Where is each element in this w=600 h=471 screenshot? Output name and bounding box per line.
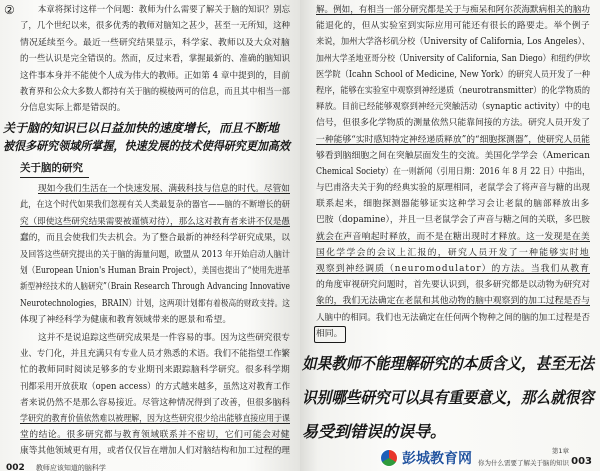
body-paragraph bbox=[316, 2, 590, 342]
handwritten-line: 易受到错误的误导。 bbox=[302, 422, 447, 441]
watermark-text: 彭城教育网 bbox=[402, 451, 472, 467]
body-line: 国化学学会的会议上汇报的，研究人员开发了一种能够实时地 bbox=[316, 247, 590, 258]
watermark-logo bbox=[380, 448, 472, 468]
body-line: 一种能够“实时感知特定神经递质释放”的“细胞探测器”，使研究人员能 bbox=[316, 134, 590, 145]
intro-line: 了，几个世纪以来，很多优秀的教师对脑知之甚少，甚至一无所知，这种 bbox=[20, 21, 290, 32]
body-line: 巴胺（dopamine），并且一旦老鼠学会了声音与糖之间的关联，多巴胺 bbox=[316, 215, 590, 226]
access-line: 堂的结论。很多研究都与教育领域联系并不密切，它们可能会对健 bbox=[20, 430, 290, 441]
intro-line: 这件事本身并不能使个人成为伟大的教师。正如第 4 章中提到的，目前 bbox=[20, 70, 290, 81]
body-line: 观察到神经调质（neuromodulator）的方法。当我们从教育 bbox=[316, 264, 590, 274]
section-heading: 关于脑的研究 bbox=[20, 159, 89, 178]
intro-line: 分信息实际上都是错误的。 bbox=[20, 103, 126, 114]
research-line: Neurotechnologies，BRAIN）计划，这两项计划都有着极高的财政支持。这 bbox=[20, 298, 290, 309]
body-line: 的角度审视研究问题时，首先要认识到，很多研究都是以动物为研究对 bbox=[316, 280, 590, 291]
access-line: 学研究的教育价值依然难以被理解，因为这些研究很少给出能够直接应用于课 bbox=[20, 413, 290, 424]
handwritten-line: 被很多研究领域所掌握，快速发展的技术使得研究更加高效 bbox=[3, 139, 290, 153]
access-line: 这并不是说追踪这些研究成果是一件容易的事。因为这些研究很专 bbox=[38, 333, 290, 343]
body-line: 就会在声音响起时释放，而不是在糖出现时才释放。这一发现是在美 bbox=[316, 231, 590, 242]
body-line: 相同。 bbox=[316, 328, 343, 339]
handwritten-note bbox=[3, 119, 290, 155]
research-line: 体现了神经科学为健康和教育领域带来的愿景和希望。 bbox=[20, 315, 232, 326]
body-line: 释放。目前已经能够观察到神经元突触活动（synaptic activity）中的电 bbox=[316, 102, 590, 113]
handwritten-line: 识别哪些研究可以具有重要意义，那么就很容 bbox=[302, 388, 594, 407]
page-number: 002 bbox=[6, 463, 25, 471]
access-line: 者来说仍然不是那么容易接近。尽管这种情况得到了改善，但很多脑科 bbox=[20, 397, 290, 408]
body-line: 联系起来，细胞探测器能够证实这种学习会让老鼠的脑部释放出多 bbox=[316, 199, 590, 210]
page-footer bbox=[6, 459, 106, 471]
body-line: Chemical Society）在一则新闻（引用日期：2016 年 8 月 22 日）中指出， bbox=[316, 166, 590, 177]
research-line: 此，在这个时代如果我们忽视有关人类最复杂的器官——脑的不断增长的研 bbox=[20, 200, 290, 211]
body-line: 象的，我们无法确定在老鼠和其他动物的脑中观察到的加工过程是否与 bbox=[316, 296, 590, 307]
research-line: 现如今我们生活在一个快速发展、满载科技与信息的时代。尽管如 bbox=[38, 184, 290, 194]
body-line: 够看到脑细胞之间在突触层面发生的交流。美国化学学会（American bbox=[316, 150, 590, 161]
access-paragraph bbox=[20, 330, 290, 460]
handwritten-note bbox=[302, 347, 594, 449]
intro-line: 的一些认识是完全错误的。然而，反过来看，掌握最新的、准确的脑知识 bbox=[20, 54, 290, 65]
body-line: 医学院（Icahn School of Medicine, New York）的研究人员开发了一种 bbox=[316, 69, 590, 80]
body-line: 加州大学圣地亚哥分校（University of California, San Diego）和纽约伊坎 bbox=[316, 53, 590, 64]
access-line: 康等其他领域更有用，或者仅仅旨在增加人们对脑结构和加工过程的理 bbox=[20, 446, 290, 457]
body-line: 解。例如，有相当一部分研究都是关于与痴呆和阿尔茨海默病相关的脑功 bbox=[316, 5, 590, 15]
handwritten-line: 如果教师不能理解研究的本质含义，甚至无法 bbox=[302, 354, 594, 373]
intro-paragraph bbox=[20, 2, 290, 117]
research-line: 究（即使这些研究结果需要被谨慎对待），那么这对教育者来讲不仅是愚 bbox=[20, 216, 290, 227]
access-line: 业、专门化，并且充满只有专业人员才熟悉的术语。我们不能指望工作繁 bbox=[20, 349, 290, 360]
margin-mark: ② bbox=[4, 3, 15, 17]
intro-line: 情况延续至今。最近一些研究结果显示，科学家、教师以及大众对脑 bbox=[20, 37, 290, 48]
body-line: 来说，加州大学洛杉矶分校（University of California, Los Angeles）、 bbox=[316, 37, 590, 48]
book-title: 教师应该知道的脑科学 bbox=[35, 464, 106, 471]
intro-line: 教育界和公众大多数人都持有关于脑的模棱两可的信息，而且其中相当一部 bbox=[20, 86, 290, 97]
intro-line: 本章将探讨这样一个问题：教师为什么需要了解关于脑的知识？别忘 bbox=[38, 5, 290, 15]
body-line: 与巴甫洛夫关于狗的经典实验的原理相同，老鼠学会了将声音与糖的出现 bbox=[316, 183, 590, 194]
chapter-title: 你为什么需要了解关于脑的知识 bbox=[478, 459, 569, 467]
chapter-label: 第1章 bbox=[551, 447, 569, 455]
body-line: 程序，能够在实验室中观察到神经递质（neurotransmitter）的化学物质的 bbox=[316, 85, 590, 96]
research-paragraph bbox=[20, 181, 290, 329]
logo-icon bbox=[380, 449, 398, 467]
research-line: 划（European Union's Human Brain Project），美国也提出了“使用先进革 bbox=[20, 265, 290, 276]
access-line: 刊都采用开放获取（open access）的方式越来越多，虽然这对教育工作 bbox=[20, 381, 290, 392]
pen-box-mark bbox=[314, 326, 346, 343]
research-line: 新型神经技术的人脑研究”（Brain Research Through Advancing Innovative bbox=[20, 282, 290, 293]
body-line: 信号，但很多化学物质的测量依然只能靠间接的方法。研究人员开发了 bbox=[316, 118, 590, 129]
research-line: 蠢的，而且会使我们失去机会。为了整合最新的神经科学研究成果，以 bbox=[20, 233, 290, 244]
body-line: 能退化的，但从实验室到实际应用可能还有很长的路要走。举个例子 bbox=[316, 21, 590, 32]
page-number: 003 bbox=[571, 456, 592, 467]
handwritten-line: 关于脑的知识已以日益加快的速度增长，而且不断地 bbox=[3, 121, 280, 135]
research-line: 及回答这些研究提出的关于脑的海量问题，欧盟从 2013 年开始启动人脑计 bbox=[20, 249, 290, 260]
right-page bbox=[300, 0, 600, 471]
access-line: 忙的教师同时阅读足够多的专业期刊来跟踪脑科学研究。很多科学期 bbox=[20, 365, 290, 376]
body-line: 人脑中的相同。我们也无法确定在任何两个物种之间的脑的加工过程是否 bbox=[316, 312, 590, 323]
